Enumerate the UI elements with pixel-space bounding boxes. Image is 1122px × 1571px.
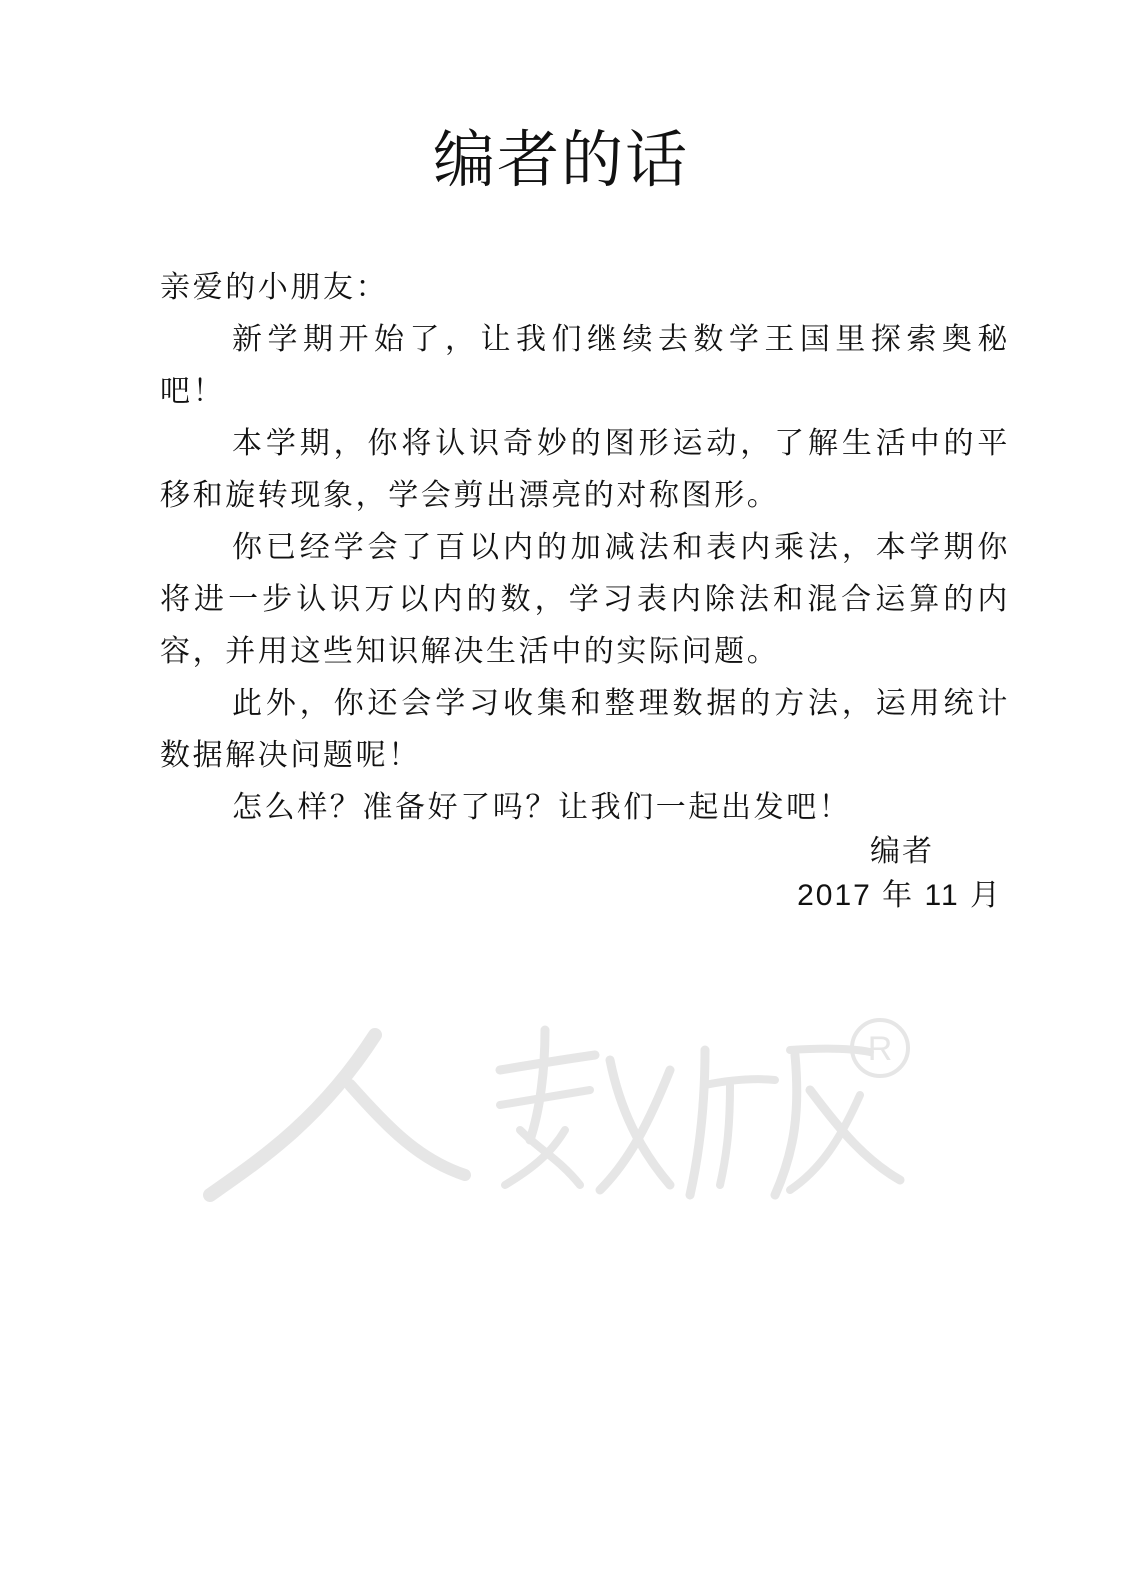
paragraph: 怎么样？准备好了吗？让我们一起出发吧！ — [232, 790, 852, 825]
paragraph: 新学期开始了，让我们继续去数学王国里探索奥秘吧！ — [160, 322, 1010, 409]
paragraph: 你已经学会了百以内的加减法和表内乘法，本学期你将进一步认识万以内的数，学习表内除法和混合运算的内容，并用这些知识解决生活中的实际问题。 — [160, 530, 1010, 669]
svg-text:R: R — [867, 1030, 893, 1068]
paragraph: 本学期，你将认识奇妙的图形运动，了解生活中的平移和旋转现象，学会剪出漂亮的对称图形。 — [160, 426, 1010, 513]
signature-author: 编者 — [870, 834, 934, 869]
signature-date: 2017 年 11 月 — [797, 879, 1002, 912]
salutation: 亲爱的小朋友： — [160, 270, 389, 305]
publisher-watermark-logo — [200, 1010, 920, 1210]
paragraph: 此外，你还会学习收集和整理数据的方法，运用统计数据解决问题呢！ — [160, 686, 1010, 773]
letter-body — [160, 262, 1010, 834]
page-title: 编者的话 — [432, 123, 689, 196]
